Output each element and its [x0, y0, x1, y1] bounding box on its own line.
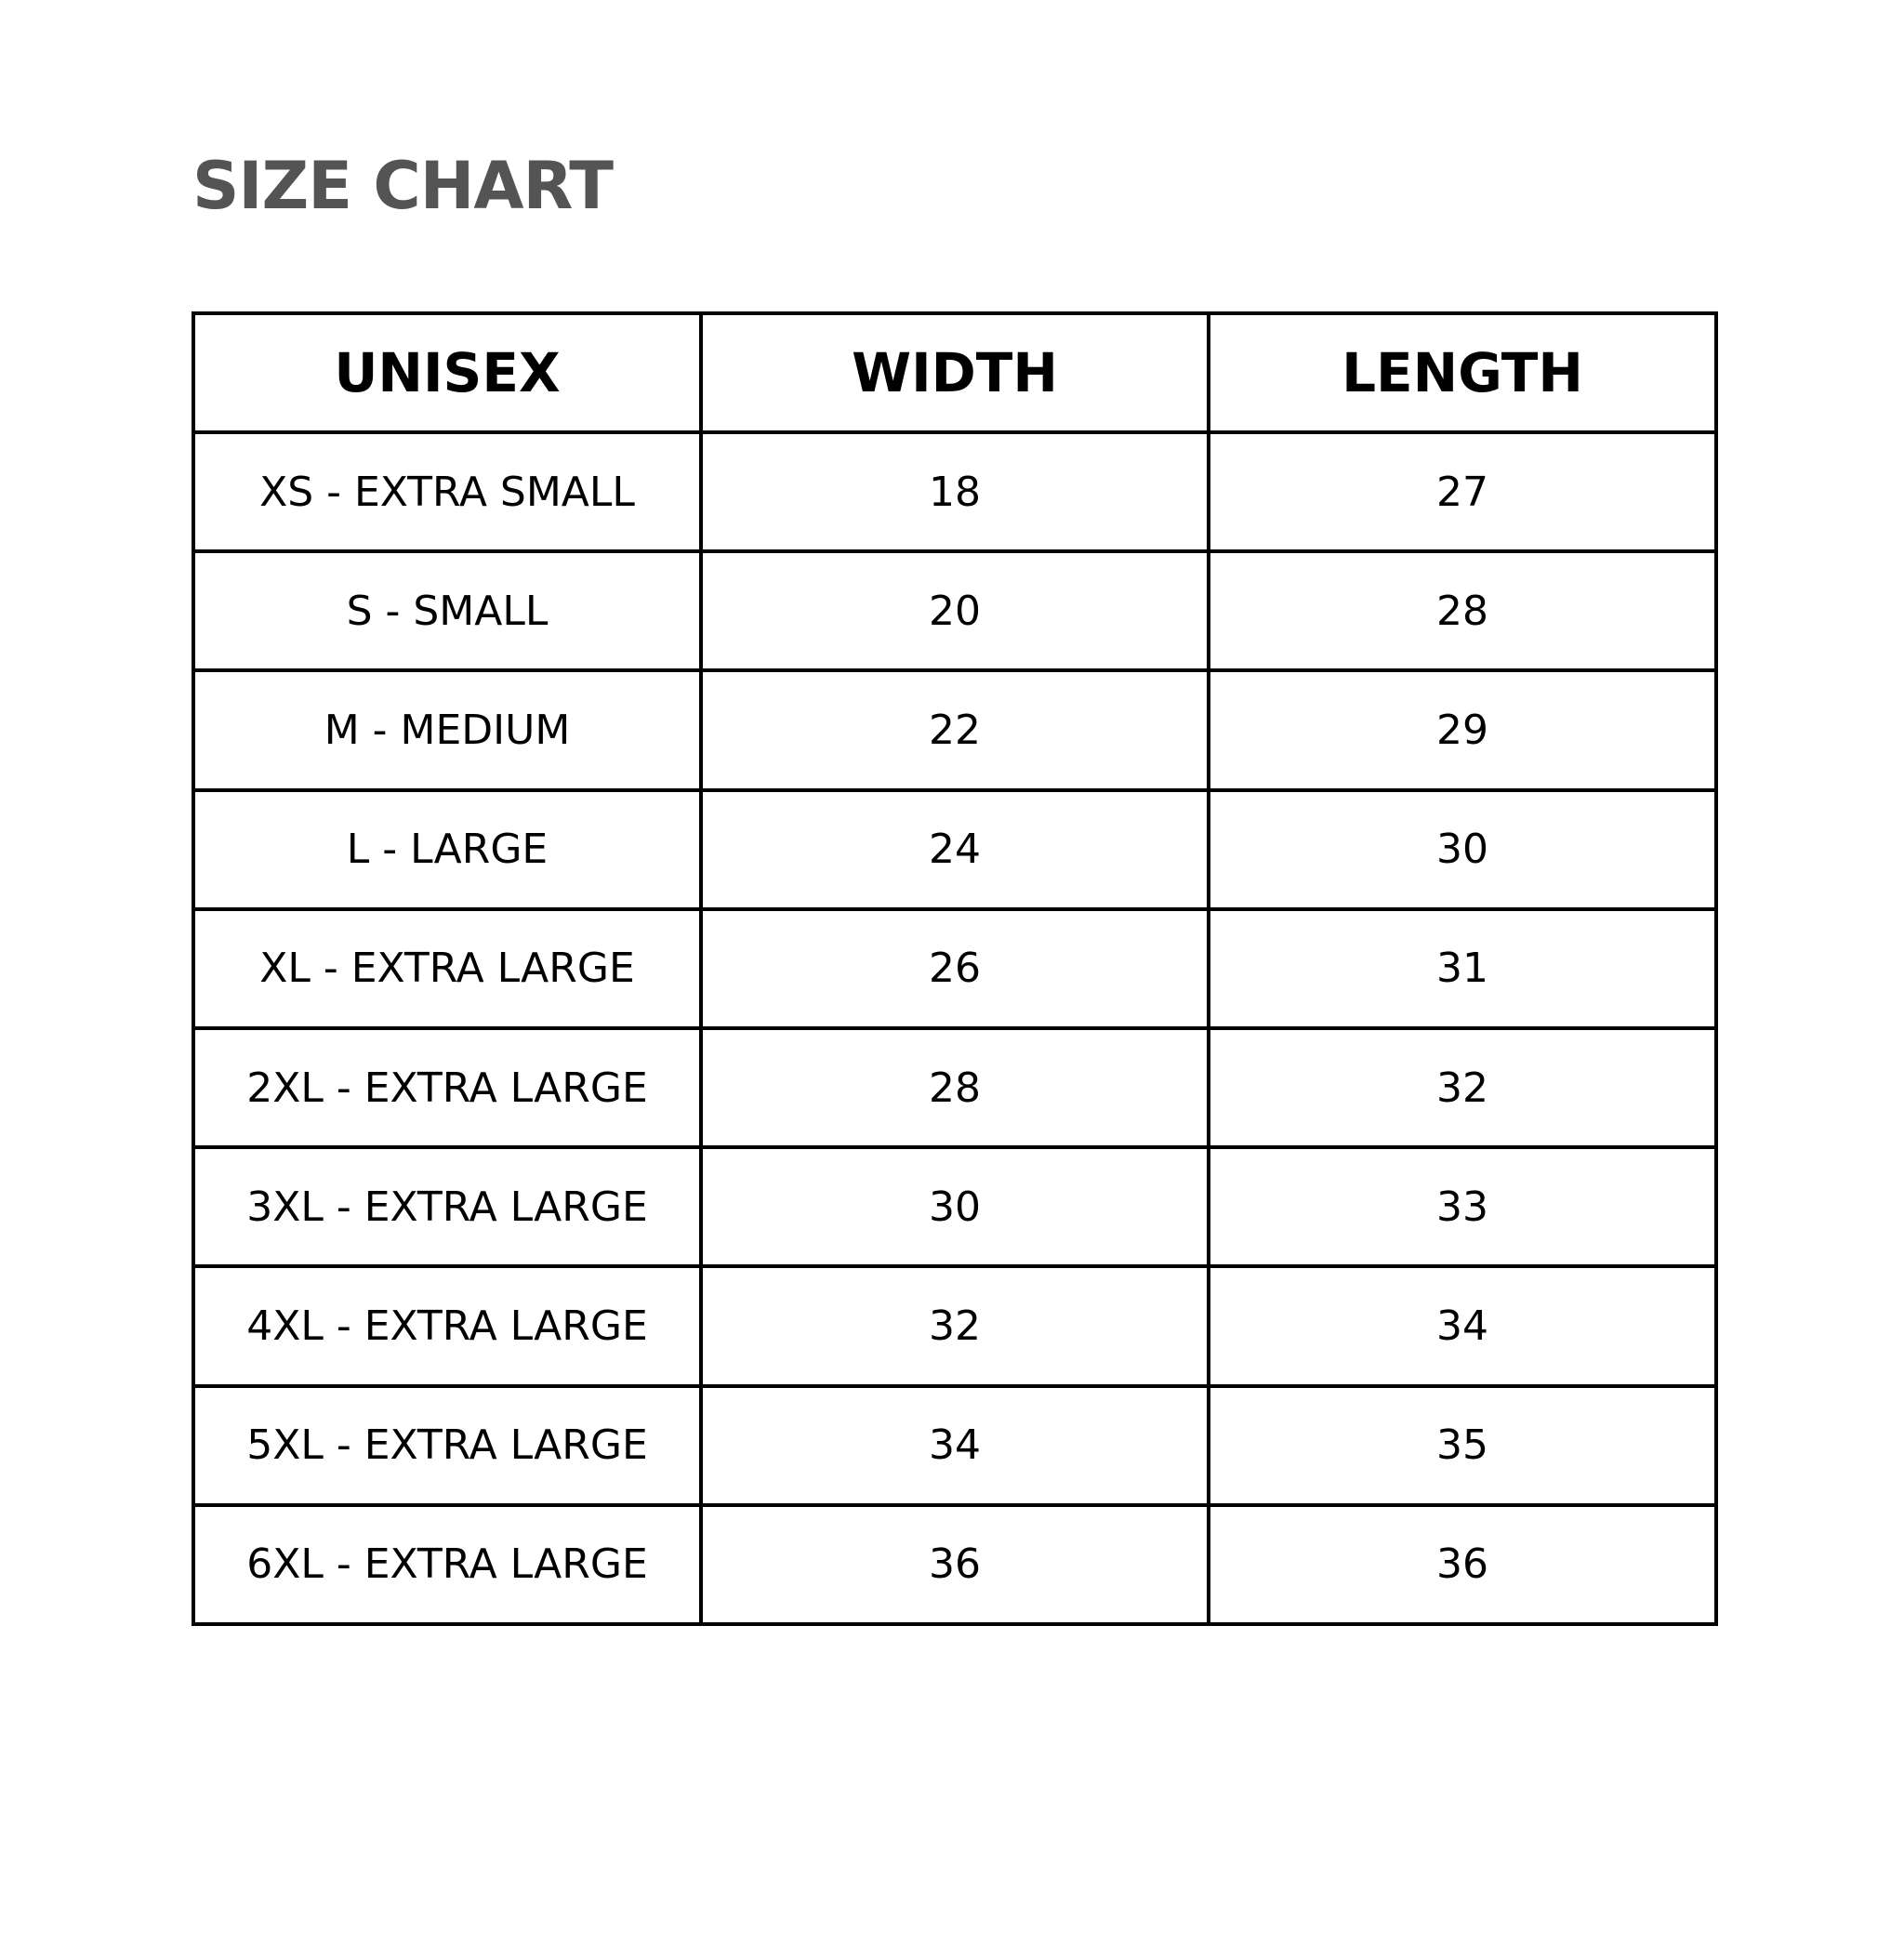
length-cell: 29	[1209, 670, 1716, 789]
table-row	[193, 670, 1716, 789]
length-cell: 33	[1209, 1147, 1716, 1266]
size-cell: XL - EXTRA LARGE	[193, 909, 701, 1028]
table-row	[193, 1266, 1716, 1385]
table-row	[193, 1147, 1716, 1266]
size-cell: 4XL - EXTRA LARGE	[193, 1266, 701, 1385]
width-cell: 28	[701, 1028, 1209, 1147]
page-title: SIZE CHART	[192, 148, 614, 224]
table-row	[193, 1505, 1716, 1624]
width-cell: 32	[701, 1266, 1209, 1385]
table-row	[193, 1028, 1716, 1147]
size-cell: XS - EXTRA SMALL	[193, 432, 701, 551]
width-cell: 22	[701, 670, 1209, 789]
header-width: WIDTH	[701, 313, 1209, 432]
table-row	[193, 909, 1716, 1028]
width-cell: 20	[701, 551, 1209, 670]
table-row	[193, 790, 1716, 909]
length-cell: 27	[1209, 432, 1716, 551]
header-row	[193, 313, 1716, 432]
width-cell: 34	[701, 1386, 1209, 1505]
size-cell: 5XL - EXTRA LARGE	[193, 1386, 701, 1505]
width-cell: 24	[701, 790, 1209, 909]
length-cell: 32	[1209, 1028, 1716, 1147]
width-cell: 26	[701, 909, 1209, 1028]
length-cell: 31	[1209, 909, 1716, 1028]
size-cell: 2XL - EXTRA LARGE	[193, 1028, 701, 1147]
length-cell: 34	[1209, 1266, 1716, 1385]
table-row	[193, 1386, 1716, 1505]
size-cell: S - SMALL	[193, 551, 701, 670]
width-cell: 36	[701, 1505, 1209, 1624]
length-cell: 35	[1209, 1386, 1716, 1505]
table-row	[193, 551, 1716, 670]
width-cell: 30	[701, 1147, 1209, 1266]
width-cell: 18	[701, 432, 1209, 551]
table-header	[193, 313, 1716, 432]
header-unisex: UNISEX	[193, 313, 701, 432]
size-cell: 6XL - EXTRA LARGE	[193, 1505, 701, 1624]
size-cell: 3XL - EXTRA LARGE	[193, 1147, 701, 1266]
size-cell: L - LARGE	[193, 790, 701, 909]
length-cell: 28	[1209, 551, 1716, 670]
size-cell: M - MEDIUM	[193, 670, 701, 789]
table-body	[193, 432, 1716, 1624]
length-cell: 30	[1209, 790, 1716, 909]
table-row	[193, 432, 1716, 551]
length-cell: 36	[1209, 1505, 1716, 1624]
header-length: LENGTH	[1209, 313, 1716, 432]
size-chart-table	[192, 311, 1718, 1626]
